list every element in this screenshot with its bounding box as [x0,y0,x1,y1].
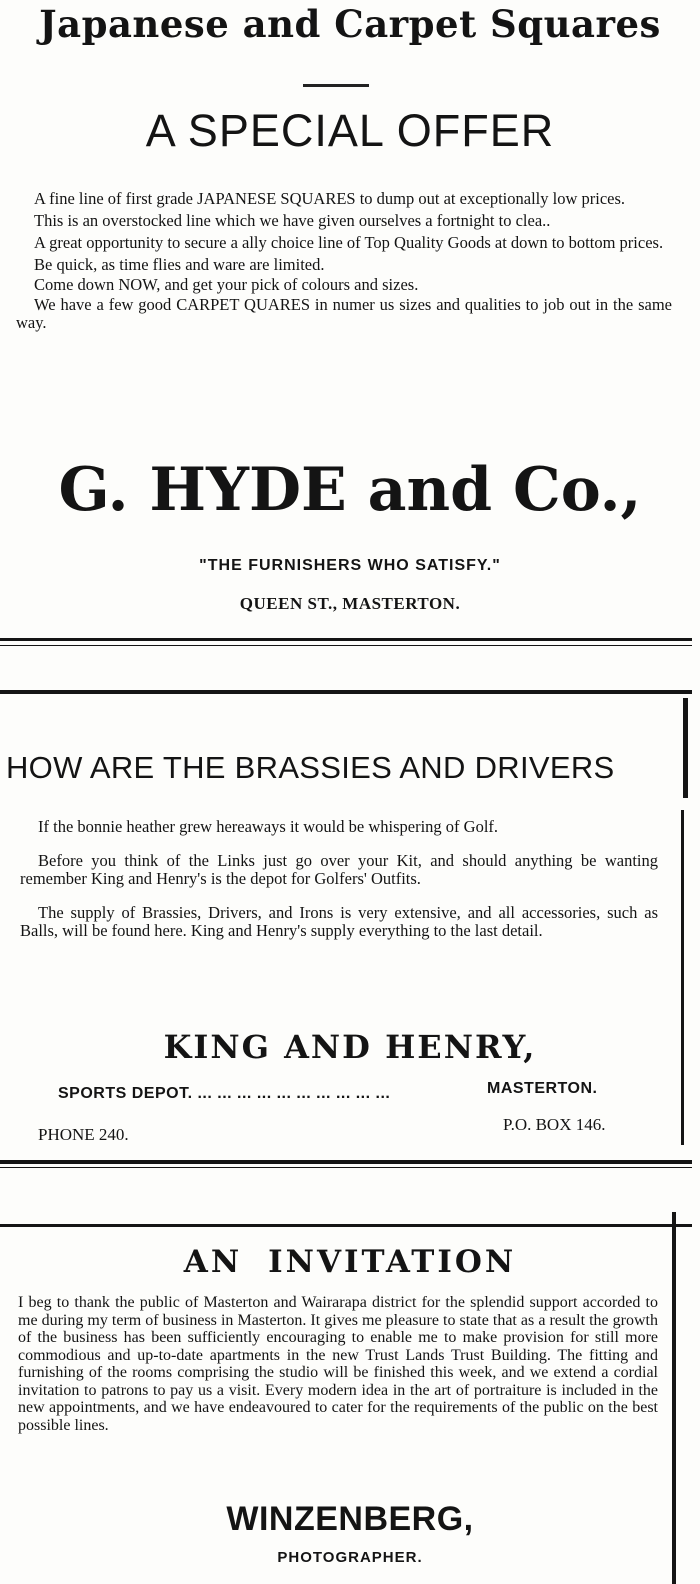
ad2-firm-name: KING AND HENRY, [163,1028,537,1066]
ad1-firm-name: G. HYDE and Co., [58,455,642,525]
ad3-headline-word: INVITATION [268,1244,517,1280]
ad1-paragraph: We have a few good CARPET QUARES in numer us sizes and qualities to job out in the same way. [16,295,672,332]
ad2-location: MASTERTON. [487,1080,598,1097]
separator-rule [0,690,692,694]
ad1-paragraph: A fine line of first grade JAPANESE SQUARES to dump out at exceptionally low prices. [34,189,626,208]
ad2-headline: HOW ARE THE BRASSIES AND DRIVERS [6,750,615,785]
separator-rule [0,1160,692,1164]
ad3-profession: PHOTOGRAPHER. [277,1549,423,1566]
ad3-headline [0,1244,700,1280]
ad2-phone: PHONE 240. [38,1125,129,1144]
ad-japanese-carpet-squares [0,0,700,640]
ad1-address: QUEEN ST., MASTERTON. [239,594,461,613]
ad3-firm-name: WINZENBERG, [226,1500,474,1538]
ad-winzenberg-invitation [0,1240,700,1584]
separator-rule [0,1167,692,1168]
ad1-paragraph: Be quick, as time flies and ware are limited. [34,255,325,274]
ad2-paragraph: Before you think of the Links just go over your Kit, and should anything be wanting remember King and Henry's is the depot for Golfers' Outfits. [20,851,658,888]
ad1-paragraph: Come down NOW, and get your pick of colours and sizes. [34,275,419,294]
ad1-paragraph: A great opportunity to secure a ally choice line of Top Quality Goods at down to bottom prices. [34,233,664,252]
separator-rule [0,638,692,641]
ad2-body [20,818,658,956]
separator-rule [0,1224,692,1227]
ad3-body: I beg to thank the public of Masterton and Wairarapa district for the splendid support accorded to me during my term of business in Masterton. It gives me pleasure to state that as a result the growth of the business has been sufficiently encouraging to enable me to make provision for still more commodious and up-to-date apartments in the new Trust Lands Trust Building. The fitting and furnishing of the rooms comprising the studio will be finished this week, and we extend a cordial invitation to patrons to pay us a visit. Every modern idea in the art of portraiture is included in the new appointments, and we have endeavoured to cater for the requirements of the public on the best possible lines. [18,1294,658,1434]
ad1-tagline: "THE FURNISHERS WHO SATISFY." [199,557,501,574]
ad2-sports-depot: SPORTS DEPOT. ... ... ... ... ... ... ... ... ... ... [58,1085,391,1102]
ad1-paragraph: This is an overstocked line which we have given ourselves a fortnight to clea.. [34,211,551,230]
ad-king-and-henry [0,695,700,1165]
ad3-headline-word: AN [183,1244,243,1280]
ad1-body [16,190,672,336]
ad2-pobox: P.O. BOX 146. [503,1115,606,1134]
ad1-divider [303,84,369,87]
ad1-headline: Japanese and Carpet Squares [39,2,661,46]
ad2-paragraph: If the bonnie heather grew hereaways it would be whispering of Golf. [38,817,499,836]
separator-rule [0,645,692,646]
ad1-subheadline: A SPECIAL OFFER [145,105,555,156]
ad2-paragraph: The supply of Brassies, Drivers, and Irons is very extensive, and all accessories, such as Balls, will be found here. King and Henry's supply everything to the last detail. [20,903,658,940]
